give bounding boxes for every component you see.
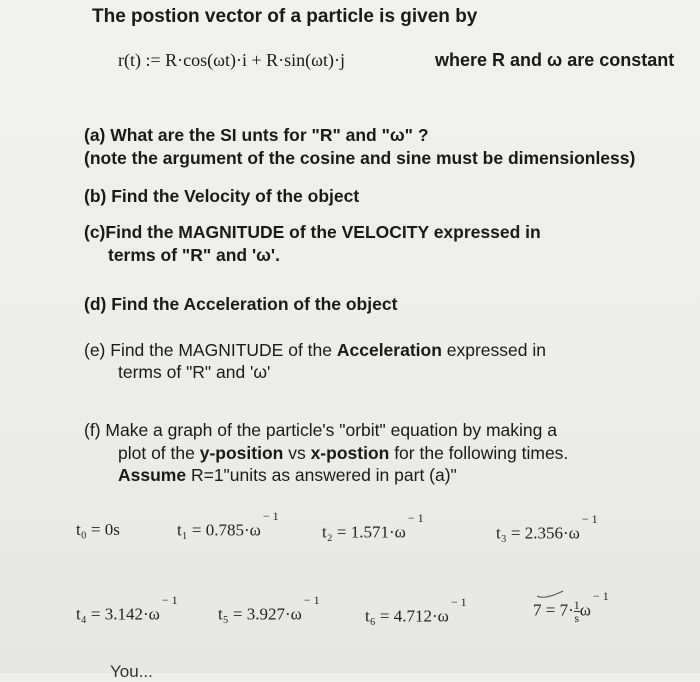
- cutoff-text: You...: [110, 662, 153, 681]
- question-b-suffix: of the object: [250, 186, 360, 206]
- time-t7-denominator: s: [574, 611, 580, 626]
- question-a-line2: (note the argument of the cosine and sine must be dimensionless): [84, 148, 636, 168]
- time-t1-exponent: − 1: [262, 509, 279, 523]
- time-t6-value: t₆ = 4.712·ω: [365, 606, 449, 626]
- time-t4-exponent: − 1: [161, 593, 178, 607]
- question-f-line2-bold2: x-postion: [310, 443, 390, 463]
- time-t2-value: t₂ = 1.571·ω: [322, 522, 406, 542]
- time-t1-value: t₁ = 0.785·ω: [177, 520, 261, 540]
- question-f-line3: [118, 465, 457, 486]
- time-t7-numerator: 1: [573, 598, 580, 613]
- time-t5-exponent: − 1: [303, 593, 320, 607]
- time-t3-exponent: − 1: [581, 512, 598, 526]
- question-d-bold: Acceleration: [183, 294, 289, 314]
- time-t6-exponent: − 1: [450, 595, 467, 609]
- question-f-line2: [118, 443, 568, 464]
- position-vector-formula: r(t) := R·cos(ωt)·i + R·sin(ωt)·j: [118, 50, 345, 70]
- time-t5: [218, 593, 320, 625]
- question-c-line2: terms of "R" and 'ω'.: [108, 245, 280, 265]
- question-f-line2-mid: vs: [283, 443, 311, 463]
- constants-note: where R and ω are constant: [435, 50, 675, 70]
- time-t4: [76, 593, 178, 625]
- question-e-bold: Acceleration: [336, 340, 442, 360]
- problem-title: The postion vector of a particle is given by: [92, 6, 478, 27]
- question-f-line2-suffix: for the following times.: [389, 443, 569, 463]
- question-e-line1: [84, 340, 546, 361]
- question-c-suffix: expressed in: [428, 222, 541, 242]
- question-e-line2: terms of "R" and 'ω': [118, 362, 271, 382]
- question-d: [84, 294, 397, 315]
- question-d-prefix: (d) Find the: [84, 294, 184, 314]
- question-c-line1: [84, 222, 541, 243]
- checkmark-icon: [535, 588, 565, 602]
- question-b-prefix: (b) Find the: [84, 186, 185, 206]
- question-c-mid: of the: [284, 222, 342, 242]
- question-c-bold1: MAGNITUDE: [178, 222, 285, 242]
- time-t0: t₀ = 0s: [76, 520, 120, 539]
- time-t1: [177, 509, 279, 541]
- question-e-suffix: expressed in: [441, 340, 546, 360]
- question-c-bold2: VELOCITY: [341, 222, 429, 242]
- time-t6: [365, 595, 467, 627]
- question-d-suffix: of the object: [288, 294, 398, 314]
- time-t7-omega: ω: [579, 600, 591, 620]
- time-t3-value: t₃ = 2.356·ω: [496, 523, 580, 543]
- question-f-line3-bold: Assume: [118, 465, 187, 485]
- time-t7-lhs: 7 = 7·: [533, 600, 574, 620]
- question-f-line2-bold1: y-position: [199, 443, 284, 463]
- question-c-prefix: (c)Find the: [84, 222, 179, 242]
- time-t2-exponent: − 1: [407, 511, 424, 525]
- question-f-line1: (f) Make a graph of the particle's "orbit" equation by making a: [84, 420, 557, 440]
- time-t3: [496, 512, 598, 544]
- question-b-bold: Velocity: [184, 186, 251, 206]
- time-t2: [322, 511, 424, 543]
- question-f-line2-prefix: plot of the: [118, 443, 200, 463]
- time-t4-value: t₄ = 3.142·ω: [76, 604, 160, 624]
- question-e-prefix: (e) Find the MAGNITUDE of the: [84, 340, 337, 360]
- question-a-line1: (a) What are the SI unts for "R" and "ω" ?: [84, 125, 429, 145]
- question-f-line3-rest: R=1"units as answered in part (a)": [186, 465, 457, 485]
- time-t5-value: t₅ = 3.927·ω: [218, 604, 302, 624]
- time-t7-exponent: − 1: [592, 589, 609, 603]
- question-b: [84, 186, 359, 207]
